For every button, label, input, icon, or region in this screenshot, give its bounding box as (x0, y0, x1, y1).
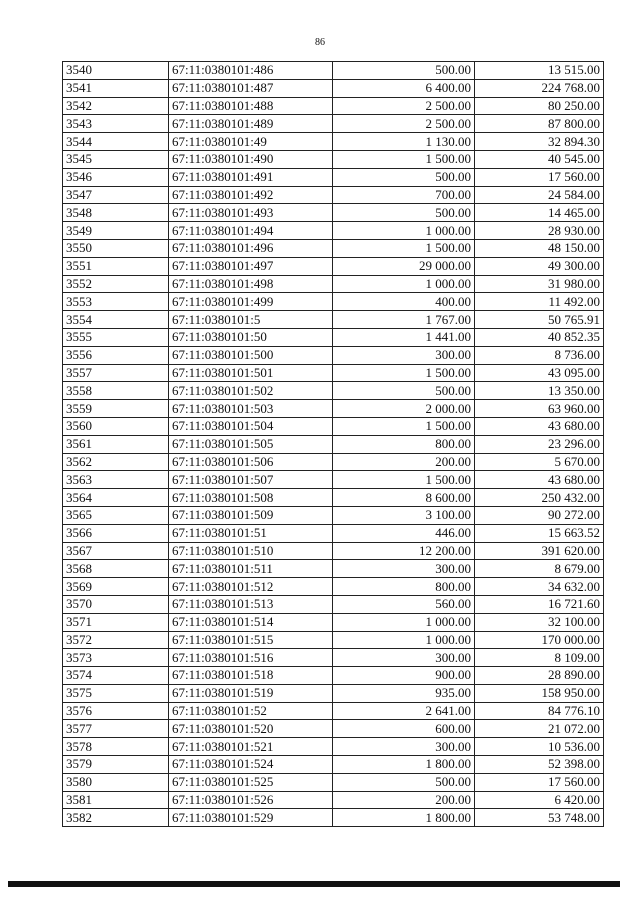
cadastral-number: 67:11:0380101:519 (169, 684, 333, 702)
cadastral-value: 8 679.00 (475, 560, 604, 578)
table-row (63, 631, 604, 649)
row-number: 3543 (63, 115, 169, 133)
row-number: 3550 (63, 239, 169, 257)
row-number: 3552 (63, 275, 169, 293)
area-value: 300.00 (333, 738, 475, 756)
area-value: 1 800.00 (333, 756, 475, 774)
area-value: 2 500.00 (333, 115, 475, 133)
row-number: 3545 (63, 150, 169, 168)
bottom-rule (8, 881, 620, 887)
cadastral-value: 50 765.91 (475, 311, 604, 329)
cadastral-number: 67:11:0380101:518 (169, 667, 333, 685)
cadastral-number: 67:11:0380101:506 (169, 453, 333, 471)
table-row (63, 791, 604, 809)
table-row (63, 364, 604, 382)
cadastral-value: 40 545.00 (475, 150, 604, 168)
row-number: 3553 (63, 293, 169, 311)
cadastral-value: 90 272.00 (475, 506, 604, 524)
table-row (63, 328, 604, 346)
area-value: 1 500.00 (333, 239, 475, 257)
area-value: 2 000.00 (333, 400, 475, 418)
cadastral-number: 67:11:0380101:49 (169, 133, 333, 151)
cadastral-number: 67:11:0380101:5 (169, 311, 333, 329)
row-number: 3563 (63, 471, 169, 489)
cadastral-value: 17 560.00 (475, 168, 604, 186)
table-row (63, 400, 604, 418)
row-number: 3542 (63, 97, 169, 115)
cadastral-value: 224 768.00 (475, 79, 604, 97)
area-value: 500.00 (333, 204, 475, 222)
area-value: 2 500.00 (333, 97, 475, 115)
cadastral-value: 13 350.00 (475, 382, 604, 400)
cadastral-number: 67:11:0380101:501 (169, 364, 333, 382)
cadastral-number: 67:11:0380101:486 (169, 62, 333, 80)
cadastral-number: 67:11:0380101:516 (169, 649, 333, 667)
table-row (63, 382, 604, 400)
cadastral-value: 53 748.00 (475, 809, 604, 827)
area-value: 900.00 (333, 667, 475, 685)
area-value: 8 600.00 (333, 489, 475, 507)
row-number: 3579 (63, 756, 169, 774)
row-number: 3577 (63, 720, 169, 738)
cadastral-value: 87 800.00 (475, 115, 604, 133)
cadastral-number: 67:11:0380101:504 (169, 417, 333, 435)
area-value: 12 200.00 (333, 542, 475, 560)
cadastral-number: 67:11:0380101:502 (169, 382, 333, 400)
cadastral-number: 67:11:0380101:510 (169, 542, 333, 560)
row-number: 3578 (63, 738, 169, 756)
table-row (63, 115, 604, 133)
area-value: 1 441.00 (333, 328, 475, 346)
table-row (63, 720, 604, 738)
area-value: 935.00 (333, 684, 475, 702)
row-number: 3565 (63, 506, 169, 524)
area-value: 800.00 (333, 435, 475, 453)
row-number: 3558 (63, 382, 169, 400)
row-number: 3555 (63, 328, 169, 346)
table-row (63, 506, 604, 524)
table-row (63, 168, 604, 186)
area-value: 1 000.00 (333, 222, 475, 240)
area-value: 300.00 (333, 649, 475, 667)
area-value: 1 500.00 (333, 471, 475, 489)
row-number: 3571 (63, 613, 169, 631)
cadastral-value: 23 296.00 (475, 435, 604, 453)
cadastral-value: 32 100.00 (475, 613, 604, 631)
row-number: 3574 (63, 667, 169, 685)
row-number: 3562 (63, 453, 169, 471)
row-number: 3570 (63, 595, 169, 613)
area-value: 1 000.00 (333, 275, 475, 293)
cadastral-number: 67:11:0380101:529 (169, 809, 333, 827)
table-row (63, 275, 604, 293)
area-value: 700.00 (333, 186, 475, 204)
cadastral-number: 67:11:0380101:496 (169, 239, 333, 257)
cadastral-value: 16 721.60 (475, 595, 604, 613)
row-number: 3561 (63, 435, 169, 453)
cadastral-value: 8 736.00 (475, 346, 604, 364)
cadastral-value: 31 980.00 (475, 275, 604, 293)
cadastral-number: 67:11:0380101:493 (169, 204, 333, 222)
table-row (63, 435, 604, 453)
area-value: 500.00 (333, 168, 475, 186)
cadastral-number: 67:11:0380101:514 (169, 613, 333, 631)
cadastral-value: 6 420.00 (475, 791, 604, 809)
table-row (63, 738, 604, 756)
cadastral-value: 13 515.00 (475, 62, 604, 80)
cadastral-value: 17 560.00 (475, 773, 604, 791)
row-number: 3560 (63, 417, 169, 435)
table-row (63, 649, 604, 667)
row-number: 3549 (63, 222, 169, 240)
cadastral-value: 43 095.00 (475, 364, 604, 382)
table-row (63, 471, 604, 489)
cadastral-number: 67:11:0380101:494 (169, 222, 333, 240)
table-row (63, 257, 604, 275)
cadastral-value: 32 894.30 (475, 133, 604, 151)
cadastral-value: 15 663.52 (475, 524, 604, 542)
cadastral-number: 67:11:0380101:489 (169, 115, 333, 133)
row-number: 3566 (63, 524, 169, 542)
row-number: 3564 (63, 489, 169, 507)
cadastral-number: 67:11:0380101:490 (169, 150, 333, 168)
cadastral-value: 24 584.00 (475, 186, 604, 204)
cadastral-value: 8 109.00 (475, 649, 604, 667)
cadastral-value: 21 072.00 (475, 720, 604, 738)
cadastral-number: 67:11:0380101:492 (169, 186, 333, 204)
row-number: 3544 (63, 133, 169, 151)
area-value: 600.00 (333, 720, 475, 738)
area-value: 1 130.00 (333, 133, 475, 151)
cadastral-value: 11 492.00 (475, 293, 604, 311)
area-value: 500.00 (333, 62, 475, 80)
cadastral-value: 43 680.00 (475, 471, 604, 489)
table-row (63, 595, 604, 613)
cadastral-number: 67:11:0380101:524 (169, 756, 333, 774)
cadastral-value: 10 536.00 (475, 738, 604, 756)
cadastral-number: 67:11:0380101:497 (169, 257, 333, 275)
cadastral-number: 67:11:0380101:52 (169, 702, 333, 720)
cadastral-value: 170 000.00 (475, 631, 604, 649)
area-value: 560.00 (333, 595, 475, 613)
area-value: 29 000.00 (333, 257, 475, 275)
cadastral-number: 67:11:0380101:507 (169, 471, 333, 489)
area-value: 3 100.00 (333, 506, 475, 524)
land-registry-table (62, 61, 604, 827)
table-row (63, 756, 604, 774)
cadastral-number: 67:11:0380101:525 (169, 773, 333, 791)
cadastral-value: 158 950.00 (475, 684, 604, 702)
cadastral-number: 67:11:0380101:50 (169, 328, 333, 346)
cadastral-value: 48 150.00 (475, 239, 604, 257)
table-row (63, 204, 604, 222)
row-number: 3556 (63, 346, 169, 364)
area-value: 6 400.00 (333, 79, 475, 97)
row-number: 3582 (63, 809, 169, 827)
cadastral-number: 67:11:0380101:513 (169, 595, 333, 613)
area-value: 200.00 (333, 453, 475, 471)
cadastral-value: 63 960.00 (475, 400, 604, 418)
table-row (63, 133, 604, 151)
table-row (63, 97, 604, 115)
area-value: 300.00 (333, 560, 475, 578)
row-number: 3541 (63, 79, 169, 97)
cadastral-value: 14 465.00 (475, 204, 604, 222)
cadastral-number: 67:11:0380101:512 (169, 578, 333, 596)
registry-table-body (63, 62, 604, 827)
row-number: 3569 (63, 578, 169, 596)
table-row (63, 417, 604, 435)
row-number: 3548 (63, 204, 169, 222)
area-value: 1 767.00 (333, 311, 475, 329)
table-row (63, 524, 604, 542)
table-row (63, 684, 604, 702)
cadastral-number: 67:11:0380101:509 (169, 506, 333, 524)
row-number: 3572 (63, 631, 169, 649)
row-number: 3568 (63, 560, 169, 578)
area-value: 1 500.00 (333, 417, 475, 435)
table-row (63, 150, 604, 168)
row-number: 3567 (63, 542, 169, 560)
cadastral-number: 67:11:0380101:488 (169, 97, 333, 115)
cadastral-value: 28 890.00 (475, 667, 604, 685)
cadastral-value: 43 680.00 (475, 417, 604, 435)
area-value: 500.00 (333, 382, 475, 400)
table-row (63, 667, 604, 685)
row-number: 3559 (63, 400, 169, 418)
area-value: 1 800.00 (333, 809, 475, 827)
area-value: 1 000.00 (333, 631, 475, 649)
cadastral-value: 80 250.00 (475, 97, 604, 115)
table-row (63, 293, 604, 311)
area-value: 1 500.00 (333, 364, 475, 382)
cadastral-value: 28 930.00 (475, 222, 604, 240)
cadastral-value: 40 852.35 (475, 328, 604, 346)
cadastral-number: 67:11:0380101:51 (169, 524, 333, 542)
table-row (63, 702, 604, 720)
cadastral-value: 84 776.10 (475, 702, 604, 720)
table-row (63, 346, 604, 364)
cadastral-number: 67:11:0380101:491 (169, 168, 333, 186)
table-row (63, 62, 604, 80)
table-row (63, 773, 604, 791)
row-number: 3573 (63, 649, 169, 667)
cadastral-number: 67:11:0380101:499 (169, 293, 333, 311)
cadastral-value: 49 300.00 (475, 257, 604, 275)
cadastral-number: 67:11:0380101:498 (169, 275, 333, 293)
cadastral-number: 67:11:0380101:526 (169, 791, 333, 809)
cadastral-number: 67:11:0380101:515 (169, 631, 333, 649)
row-number: 3551 (63, 257, 169, 275)
cadastral-number: 67:11:0380101:511 (169, 560, 333, 578)
row-number: 3576 (63, 702, 169, 720)
cadastral-value: 391 620.00 (475, 542, 604, 560)
area-value: 500.00 (333, 773, 475, 791)
row-number: 3575 (63, 684, 169, 702)
page-number: 86 (315, 37, 325, 48)
area-value: 446.00 (333, 524, 475, 542)
cadastral-number: 67:11:0380101:500 (169, 346, 333, 364)
row-number: 3557 (63, 364, 169, 382)
cadastral-value: 52 398.00 (475, 756, 604, 774)
cadastral-value: 5 670.00 (475, 453, 604, 471)
cadastral-value: 34 632.00 (475, 578, 604, 596)
table-row (63, 809, 604, 827)
table-row (63, 186, 604, 204)
row-number: 3546 (63, 168, 169, 186)
table-row (63, 311, 604, 329)
row-number: 3547 (63, 186, 169, 204)
table-row (63, 560, 604, 578)
row-number: 3554 (63, 311, 169, 329)
area-value: 2 641.00 (333, 702, 475, 720)
cadastral-number: 67:11:0380101:508 (169, 489, 333, 507)
table-row (63, 222, 604, 240)
cadastral-number: 67:11:0380101:520 (169, 720, 333, 738)
area-value: 300.00 (333, 346, 475, 364)
area-value: 800.00 (333, 578, 475, 596)
cadastral-number: 67:11:0380101:521 (169, 738, 333, 756)
row-number: 3540 (63, 62, 169, 80)
cadastral-number: 67:11:0380101:487 (169, 79, 333, 97)
cadastral-value: 250 432.00 (475, 489, 604, 507)
area-value: 1 000.00 (333, 613, 475, 631)
area-value: 1 500.00 (333, 150, 475, 168)
table-row (63, 578, 604, 596)
row-number: 3580 (63, 773, 169, 791)
table-row (63, 239, 604, 257)
table-row (63, 489, 604, 507)
row-number: 3581 (63, 791, 169, 809)
cadastral-number: 67:11:0380101:503 (169, 400, 333, 418)
area-value: 200.00 (333, 791, 475, 809)
area-value: 400.00 (333, 293, 475, 311)
table-row (63, 453, 604, 471)
table-row (63, 613, 604, 631)
cadastral-number: 67:11:0380101:505 (169, 435, 333, 453)
table-row (63, 542, 604, 560)
table-row (63, 79, 604, 97)
